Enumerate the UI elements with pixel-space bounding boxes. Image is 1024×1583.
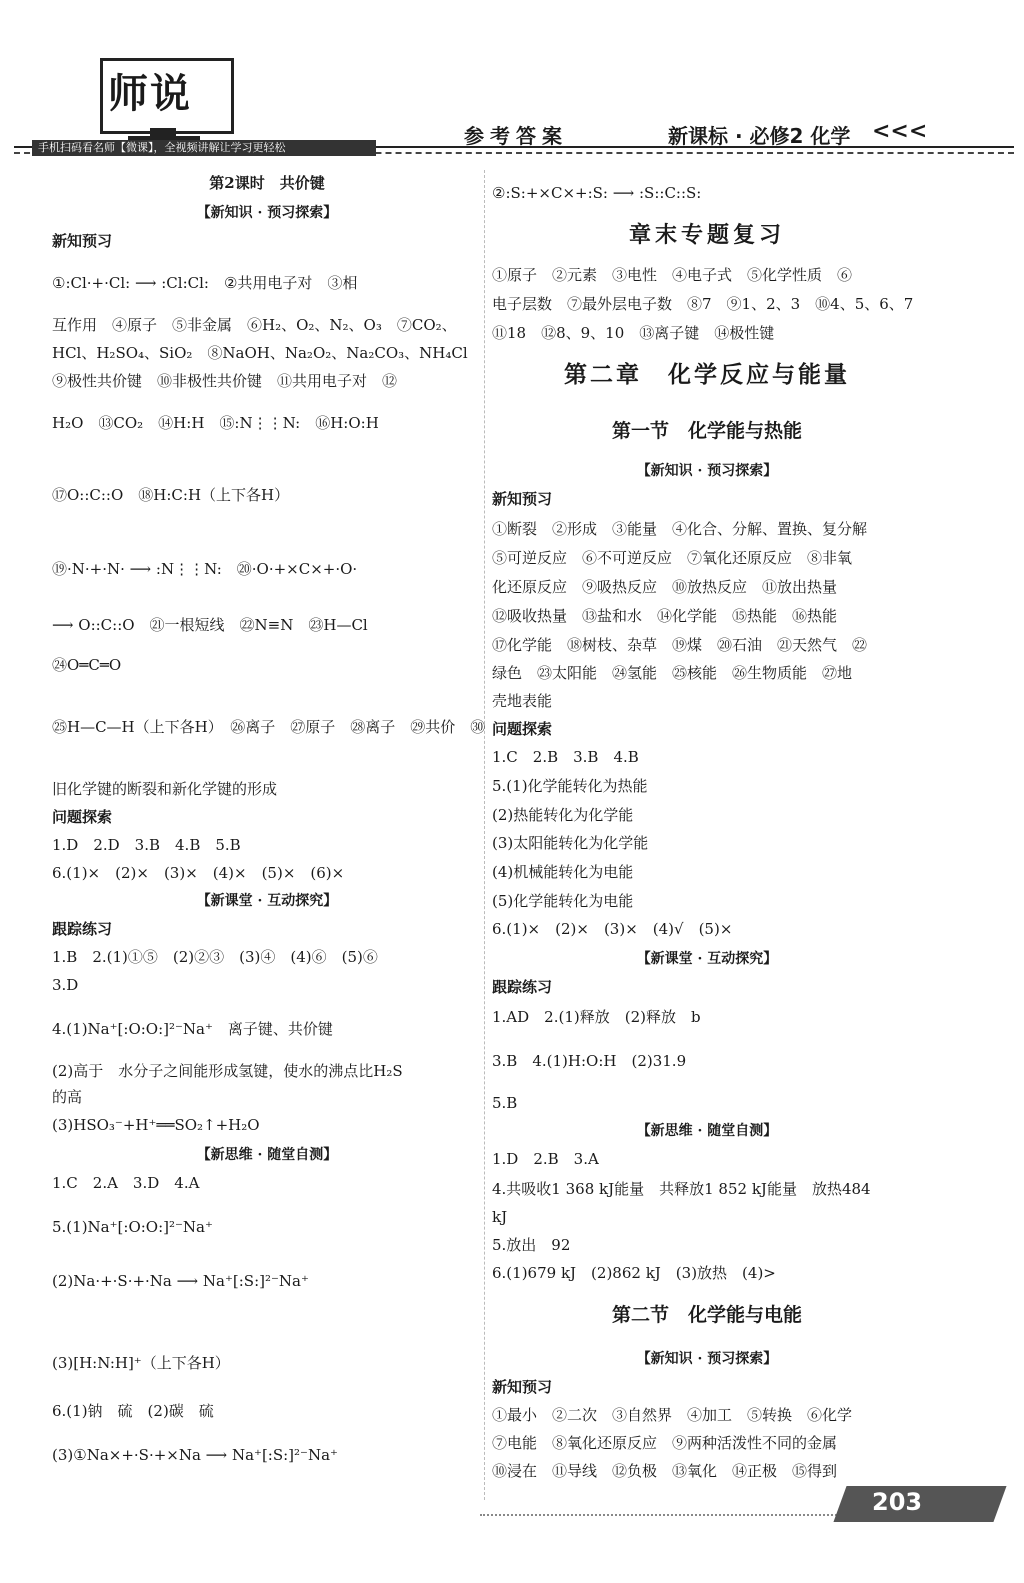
answer-line: H₂O ⑬CO₂ ⑭H:H ⑮:N⋮⋮N: ⑯H:O:H	[52, 414, 379, 432]
answer-line: 化还原反应 ⑨吸热反应 ⑩放热反应 ⑪放出热量	[492, 578, 838, 596]
answer-line: HCl、H₂SO₄、SiO₂ ⑧NaOH、Na₂O₂、Na₂CO₃、NH₄Cl	[52, 344, 468, 362]
page-header	[0, 0, 1024, 165]
answer-line: 6.(1)× (2)× (3)× (4)√ (5)×	[492, 920, 733, 938]
section-title: 第二节 化学能与电能	[611, 1304, 802, 1326]
answer-line: ⑰O::C::O ⑱H:C:H（上下各H）	[52, 486, 290, 504]
header-arrows: <<<	[872, 118, 928, 144]
section-title: 第一节 化学能与热能	[611, 420, 802, 442]
column-divider	[484, 170, 485, 1500]
section-bracket: 【新思维 · 随堂自测】	[636, 1123, 778, 1139]
answer-line: ⑩浸在 ⑪导线 ⑫负极 ⑬氧化 ⑭正极 ⑮得到	[492, 1462, 838, 1480]
section-label: 问题探索	[52, 808, 113, 826]
footer-dotted-rule	[480, 1514, 840, 1516]
header-course: 新课标 · 必修2 化学	[668, 124, 851, 148]
answer-line: (3)HSO₃⁻+H⁺══SO₂↑+H₂O	[52, 1116, 260, 1134]
answer-line: (2)热能转化为化学能	[492, 806, 634, 824]
answer-line: 1.B 2.(1)①⑤ (2)②③ (3)④ (4)⑥ (5)⑥	[52, 948, 378, 966]
answer-line: (2)Na·+·S·+·Na ⟶ Na⁺[:S:]²⁻Na⁺	[52, 1272, 309, 1290]
answer-line: ①最小 ②二次 ③自然界 ④加工 ⑤转换 ⑥化学	[492, 1406, 853, 1424]
answer-line: (5)化学能转化为电能	[492, 892, 634, 910]
answer-line: (4)机械能转化为电能	[492, 863, 634, 881]
section-label: 新知预习	[492, 490, 553, 508]
answer-line: 6.(1)钠 硫 (2)碳 硫	[52, 1402, 214, 1420]
lesson-title: 第2课时 共价键	[209, 174, 325, 192]
answer-line: 5.(1)Na⁺[:O:O:]²⁻Na⁺	[52, 1218, 213, 1236]
chapter-title: 第二章 化学反应与能量	[564, 361, 850, 388]
answer-line: ⑦电能 ⑧氧化还原反应 ⑨两种活泼性不同的金属	[492, 1434, 838, 1452]
answer-line: (3)太阳能转化为化学能	[492, 834, 649, 852]
answer-line: 1.C 2.B 3.B 4.B	[492, 748, 639, 766]
header-strip: 手机扫码看名师【微课】，全视频讲解让学习更轻松	[32, 140, 376, 156]
answer-line: 电子层数 ⑦最外层电子数 ⑧7 ⑨1、2、3 ⑩4、5、6、7	[492, 295, 914, 313]
answer-line: 1.C 2.A 3.D 4.A	[52, 1174, 200, 1192]
answer-line: 3.D	[52, 976, 79, 994]
section-bracket: 【新知识 · 预习探索】	[636, 1351, 778, 1367]
answer-line: 5.B	[492, 1094, 518, 1112]
answer-line: (3)[H:N:H]⁺（上下各H）	[52, 1354, 230, 1372]
answer-line: ⑲·N·+·N· ⟶ :N⋮⋮N: ⑳·O·+×C×+·O·	[52, 560, 358, 578]
page-number: 203	[872, 1488, 923, 1516]
answer-line: ⑤可逆反应 ⑥不可逆反应 ⑦氧化还原反应 ⑧非氧	[492, 549, 853, 567]
answer-line: 的高	[52, 1088, 83, 1106]
logo-text: 师说	[108, 71, 192, 117]
answer-line: 6.(1)679 kJ (2)862 kJ (3)放热 (4)>	[492, 1264, 776, 1282]
answer-line: ㉕H—C—H（上下各H） ㉖离子 ㉗原子 ㉘离子 ㉙共价 ㉚	[52, 718, 486, 736]
answer-line: ⑪18 ⑫8、9、10 ⑬离子键 ⑭极性键	[492, 324, 775, 342]
section-bracket: 【新思维 · 随堂自测】	[196, 1147, 338, 1163]
answer-line: 5.(1)化学能转化为热能	[492, 777, 648, 795]
answer-line: 旧化学键的断裂和新化学键的形成	[52, 780, 278, 798]
answer-line: ①断裂 ②形成 ③能量 ④化合、分解、置换、复分解	[492, 520, 868, 538]
answer-line: ⑨极性共价键 ⑩非极性共价键 ⑪共用电子对 ⑫	[52, 372, 398, 390]
answer-line: 壳地表能	[492, 692, 553, 710]
section-label: 问题探索	[492, 720, 553, 738]
section-label: 新知预习	[52, 232, 113, 250]
answer-line: ①:Cl·+·Cl: ⟶ :Cl:Cl: ②共用电子对 ③相	[52, 274, 358, 292]
chapter-review-title: 章末专题复习	[628, 222, 785, 248]
answer-line: ①原子 ②元素 ③电性 ④电子式 ⑤化学性质 ⑥	[492, 266, 853, 284]
answer-line: 4.共吸收1 368 kJ能量 共释放1 852 kJ能量 放热484	[492, 1180, 871, 1198]
answer-line: (3)①Na×+·S·+×Na ⟶ Na⁺[:S:]²⁻Na⁺	[52, 1446, 338, 1464]
answer-line: 6.(1)× (2)× (3)× (4)× (5)× (6)×	[52, 864, 345, 882]
answer-line: 3.B 4.(1)H:O:H (2)31.9	[492, 1052, 687, 1070]
answer-line: kJ	[492, 1208, 508, 1226]
header-answer-title: 参考答案	[464, 124, 568, 148]
answer-line: ②:S:+×C×+:S: ⟶ :S::C::S:	[492, 184, 702, 202]
answer-line: (2)高于 水分子之间能形成氢键，使水的沸点比H₂S	[52, 1062, 403, 1080]
answer-line: ⑫吸收热量 ⑬盐和水 ⑭化学能 ⑮热能 ⑯热能	[492, 607, 838, 625]
section-bracket: 【新知识 · 预习探索】	[196, 205, 338, 221]
answer-line: 绿色 ㉓太阳能 ㉔氢能 ㉕核能 ㉖生物质能 ㉗地	[492, 664, 853, 682]
section-label: 跟踪练习	[52, 920, 113, 938]
answer-line: ⟶ O::C::O ㉑一根短线 ㉒N≡N ㉓H—Cl	[52, 616, 368, 634]
answer-line: 1.D 2.B 3.A	[492, 1150, 599, 1168]
section-bracket: 【新课堂 · 互动探究】	[196, 893, 338, 909]
answer-line: 互作用 ④原子 ⑤非金属 ⑥H₂、O₂、N₂、O₃ ⑦CO₂、	[52, 316, 457, 334]
answer-line: 1.D 2.D 3.B 4.B 5.B	[52, 836, 241, 854]
answer-line: 4.(1)Na⁺[:O:O:]²⁻Na⁺ 离子键、共价键	[52, 1020, 333, 1038]
section-bracket: 【新课堂 · 互动探究】	[636, 951, 778, 967]
answer-line: 1.AD 2.(1)释放 (2)释放 b	[492, 1008, 701, 1026]
section-label: 跟踪练习	[492, 978, 553, 996]
section-bracket: 【新知识 · 预习探索】	[636, 463, 778, 479]
answer-line: ⑰化学能 ⑱树枝、杂草 ⑲煤 ⑳石油 ㉑天然气 ㉒	[492, 636, 868, 654]
section-label: 新知预习	[492, 1378, 553, 1396]
answer-line: 5.放出 92	[492, 1236, 571, 1254]
answer-line: ㉔O═C═O	[52, 656, 122, 674]
